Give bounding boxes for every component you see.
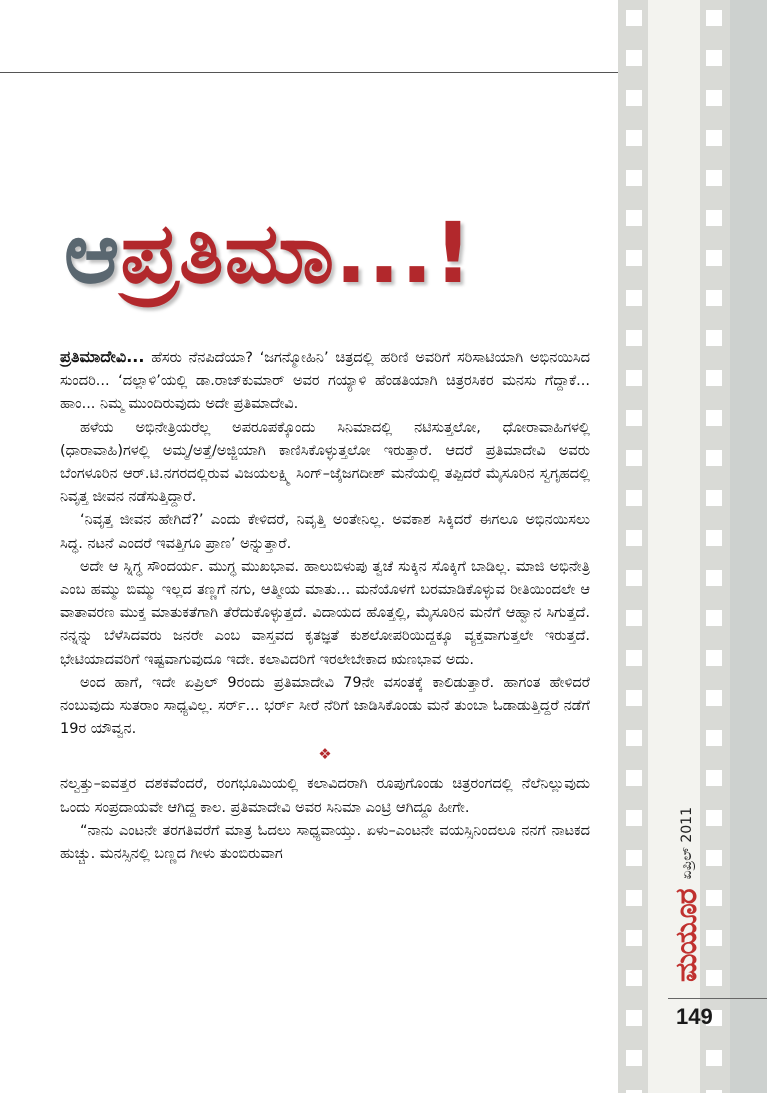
paragraph: ‘ನಿವೃತ್ತ ಜೀವನ ಹೇಗಿದೆ?’ ಎಂದು ಕೇಳಿದರೆ, ನಿವೃತ್ತಿ ಅಂತೇನಿಲ್ಲ. ಅವಕಾಶ ಸಿಕ್ಕಿದರೆ ಈಗಲೂ ಅಭಿನಯಿಸಲು ಸಿದ್ಧ. ನಟನೆ ಎಂದರೆ ಇವತ್ತಿಗೂ ಪ್ರಾಣ’ ಅನ್ನುತ್ತಾರೆ. <box>60 512 590 552</box>
film-perforation <box>626 570 642 586</box>
film-perforation <box>706 770 722 786</box>
film-perforation <box>706 50 722 66</box>
film-perforation <box>626 890 642 906</box>
film-perforation <box>706 410 722 426</box>
film-perforation <box>706 490 722 506</box>
film-perforations-left <box>626 0 644 1093</box>
film-perforation <box>706 810 722 826</box>
film-perforation <box>626 770 642 786</box>
film-perforation <box>706 730 722 746</box>
film-perforation <box>706 650 722 666</box>
page-number: 149 <box>676 1004 713 1029</box>
film-perforation <box>706 210 722 226</box>
film-perforation <box>706 290 722 306</box>
film-perforation <box>626 730 642 746</box>
film-perforation <box>626 1090 642 1106</box>
paragraph: ಹಳೆಯ ಅಭಿನೇತ್ರಿಯರೆಲ್ಲ ಅಪರೂಪಕ್ಕೊಂದು ಸಿನಿಮಾದಲ್ಲಿ ನಟಿಸುತ್ತಲೋ, ಧೋರಾವಾಹಿಗಳಲ್ಲಿ (ಧಾರಾವಾಹಿ)ಗಳಲ್ಲಿ ಅಮ್ಮ/ಅತ್ತೆ/ಅಜ್ಜಿಯಾಗಿ ಕಾಣಿಸಿಕೊಳ್ಳುತ್ತಲೋ ಇರುತ್ತಾರೆ. ಆದರೆ ಪ್ರತಿಮಾದೇವಿ ಅವರು ಬೆಂಗಳೂರಿನ ಆರ್.ಟಿ.ನಗರದಲ್ಲಿರುವ ವಿಜಯಲಕ್ಷ್ಮಿ ಸಿಂಗ್–ಜೈಜಗದೀಶ್ ಮನೆಯಲ್ಲಿ ತಪ್ಪಿದರೆ ಮೈಸೂರಿನ ಸ್ವಗೃಹದಲ್ಲಿ ನಿವೃತ್ತ ಜೀವನ ನಡೆಸುತ್ತಿದ್ದಾರೆ. <box>60 419 590 506</box>
film-perforation <box>706 330 722 346</box>
film-perforation <box>706 90 722 106</box>
film-perforation <box>626 210 642 226</box>
film-perforation <box>626 1010 642 1026</box>
film-perforation <box>626 530 642 546</box>
film-perforation <box>626 610 642 626</box>
issue-date: ಏಪ್ರಿಲ್ 2011 <box>679 807 695 880</box>
article-body <box>60 345 590 866</box>
film-perforation <box>626 650 642 666</box>
lead-in: ಪ್ರತಿಮಾದೇವಿ... <box>60 347 145 366</box>
film-perforation <box>706 170 722 186</box>
film-perforation <box>706 890 722 906</box>
magazine-masthead <box>668 807 706 982</box>
film-perforation <box>706 930 722 946</box>
film-perforation <box>626 930 642 946</box>
page-number-rule <box>668 998 767 999</box>
film-perforation <box>706 690 722 706</box>
section-divider-ornament: ❖ <box>318 745 332 764</box>
page-edge-band <box>730 0 767 1093</box>
film-perforation <box>706 450 722 466</box>
film-perforations-right <box>706 0 724 1093</box>
film-perforation <box>706 610 722 626</box>
film-perforation <box>626 90 642 106</box>
film-perforation <box>626 50 642 66</box>
film-perforation <box>626 250 642 266</box>
film-perforation <box>706 370 722 386</box>
paragraph: “ನಾನು ಎಂಟನೇ ತರಗತಿವರೆಗೆ ಮಾತ್ರ ಓದಲು ಸಾಧ್ಯವಾಯ್ತು. ಏಳು–ಎಂಟನೇ ವಯಸ್ಸಿನಿಂದಲೂ ನನಗೆ ನಾಟಕದ ಹುಚ್ಚು. ಮನಸ್ಸಿನಲ್ಲಿ ಬಣ್ಣದ ಗೀಳು ತುಂಬಿರುವಾಗ <box>60 822 590 863</box>
film-perforation <box>706 970 722 986</box>
film-perforation <box>706 530 722 546</box>
film-perforation <box>706 570 722 586</box>
film-perforation <box>626 170 642 186</box>
title-prefix: ಆ <box>64 204 121 302</box>
film-perforation <box>626 10 642 26</box>
paragraph: ನಲ್ವತ್ತು–ಐವತ್ತರ ದಶಕವೆಂದರೆ, ರಂಗಭೂಮಿಯಲ್ಲಿ ಕಲಾವಿದರಾಗಿ ರೂಪುಗೊಂಡು ಚಿತ್ರರಂಗದಲ್ಲಿ ನೆಲೆನಿಲ್ಲುವುದು ಒಂದು ಸಂಪ್ರದಾಯವೇ ಆಗಿದ್ದ ಕಾಲ. ಪ್ರತಿಮಾದೇವಿ ಅವರ ಸಿನಿಮಾ ಎಂಟ್ರಿ ಆಗಿದ್ದೂ ಹೀಗೇ. <box>60 776 590 816</box>
film-perforation <box>626 850 642 866</box>
film-perforation <box>626 1050 642 1066</box>
film-perforation <box>626 130 642 146</box>
paragraph-intro <box>60 345 590 417</box>
magazine-logo: ಮಯೂರ <box>669 889 704 982</box>
film-perforation <box>706 1090 722 1106</box>
film-perforation <box>626 290 642 306</box>
film-perforation <box>706 1050 722 1066</box>
film-perforation <box>706 250 722 266</box>
film-perforation <box>626 970 642 986</box>
film-perforation <box>626 370 642 386</box>
article-title <box>64 198 473 308</box>
film-perforation <box>626 410 642 426</box>
paragraph-intro-text: ಹೆಸರು ನೆನಪಿದೆಯಾ? ‘ಜಗನ್ಮೋಹಿನಿ’ ಚಿತ್ರದಲ್ಲಿ ಹರಿಣಿ ಅವರಿಗೆ ಸರಿಸಾಟಿಯಾಗಿ ಅಭಿನಯಿಸಿದ ಸುಂದರಿ... ‘ದಲ್ಲಾಳಿ’ಯಲ್ಲಿ ಡಾ.ರಾಜ್‌ಕುಮಾರ್ ಅವರ ಗಯ್ಯಾಳಿ ಹೆಂಡತಿಯಾಗಿ ಚಿತ್ರರಸಿಕರ ಮನಸು ಗೆದ್ದಾಕೆ... ಹಾಂ... ನಿಮ್ಮ ಮುಂದಿರುವುದು ಅದೇ ಪ್ರತಿಮಾದೇವಿ. <box>60 350 590 413</box>
film-perforation <box>626 450 642 466</box>
film-perforation <box>626 690 642 706</box>
film-perforation <box>626 490 642 506</box>
film-perforation <box>626 330 642 346</box>
film-perforation <box>626 810 642 826</box>
header-rule <box>0 72 618 73</box>
title-main: ಪ್ರತಿಮಾ...! <box>120 204 474 302</box>
paragraph: ಅದೇ ಆ ಸ್ನಿಗ್ಧ ಸೌಂದರ್ಯ. ಮುಗ್ಧ ಮುಖಭಾವ. ಹಾಲುಬಿಳುಪು ತ್ವಚೆ ಸುಕ್ಕಿನ ಸೊಕ್ಕಿಗೆ ಬಾಡಿಲ್ಲ. ಮಾಜಿ ಅಭಿನೇತ್ರಿ ಎಂಬ ಹಮ್ಮು ಬಿಮ್ಮು ಇಲ್ಲದ ತಣ್ಣಗೆ ನಗು, ಆತ್ಮೀಯ ಮಾತು... ಮನೆಯೊಳಗೆ ಬರಮಾಡಿಕೊಳ್ಳುವ ರೀತಿಯಿಂದಲೇ ಆ ವಾತಾವರಣ ಮುಕ್ತ ಮಾತುಕತೆಗಾಗಿ ತೆರೆದುಕೊಳ್ಳುತ್ತದೆ. ವಿದಾಯದ ಹೊತ್ತಲ್ಲಿ, ಮೈಸೂರಿನ ಮನೆಗೆ ಆಹ್ವಾನ ಸಿಗುತ್ತದೆ. ನನ್ನನ್ನು ಬೆಳೆಸಿದವರು ಜನರೇ ಎಂಬ ವಾಸ್ತವದ ಕೃತಜ್ಞತೆ ಕುಶಲೋಪರಿಯಿದ್ದಕ್ಕೂ ವ್ಯಕ್ತವಾಗುತ್ತಲೇ ಇರುತ್ತದೆ. ಭೇಟಿಯಾದವರಿಗೆ ಇಷ್ಟವಾಗುವುದೂ ಇದೇ. ಕಲಾವಿದರಿಗೆ ಇರಲೇಬೇಕಾದ ಋಣಭಾವ ಅದು. <box>60 558 590 668</box>
film-perforation <box>706 10 722 26</box>
film-perforation <box>706 850 722 866</box>
paragraph: ಅಂದ ಹಾಗೆ, ಇದೇ ಏಪ್ರಿಲ್ 9ರಂದು ಪ್ರತಿಮಾದೇವಿ 79ನೇ ವಸಂತಕ್ಕೆ ಕಾಲಿಡುತ್ತಾರೆ. ಹಾಗಂತ ಹೇಳಿದರೆ ನಂಬುವುದು ಸುತರಾಂ ಸಾಧ್ಯವಿಲ್ಲ. ಸರ್ರ್... ಭರ್ರ್ ಸೀರೆ ನೆರಿಗೆ ಜಾಡಿಸಿಕೊಂಡು ಮನೆ ತುಂಬಾ ಓಡಾಡುತ್ತಿದ್ದರೆ ನಡೆಗೆ 19ರ ಯೌವ್ವನ. <box>60 674 590 738</box>
film-perforation <box>706 130 722 146</box>
